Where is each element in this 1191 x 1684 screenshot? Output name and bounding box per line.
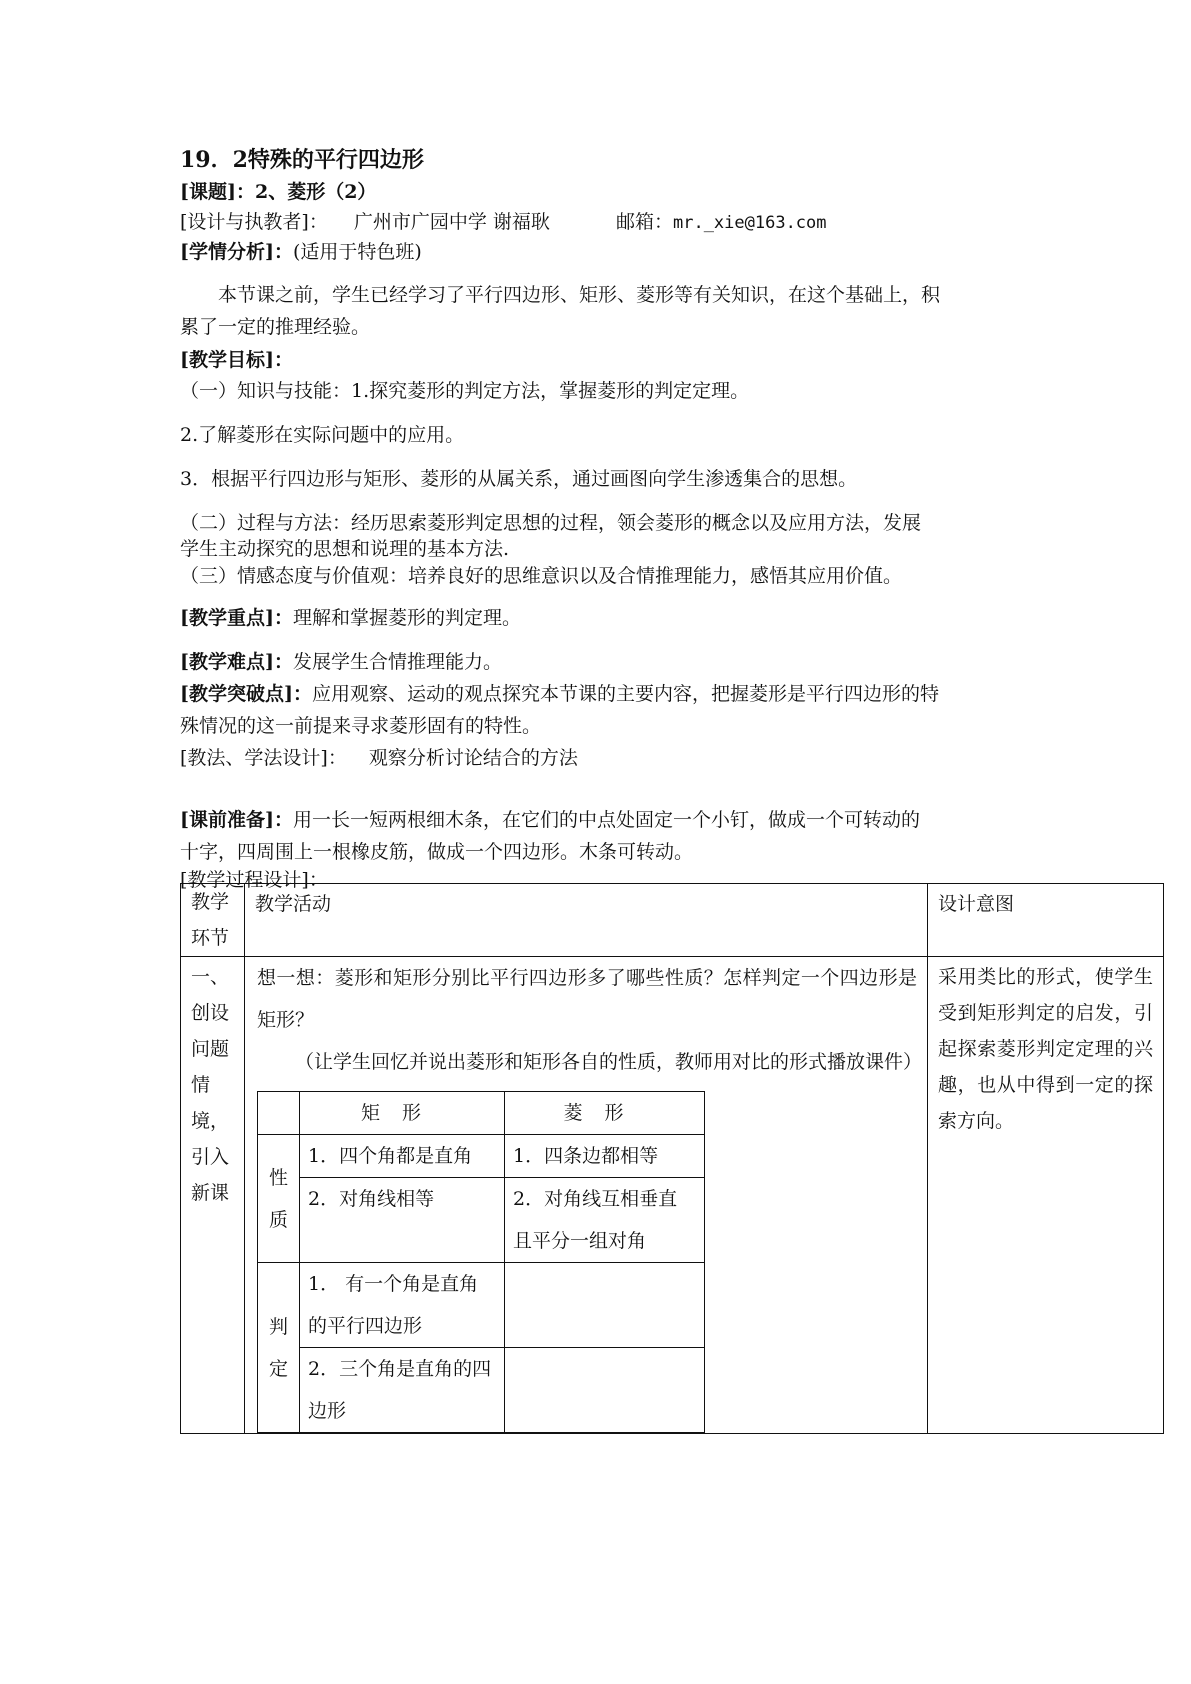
topic-line (180, 180, 376, 204)
rect-judgement-1: 1． 有一个角是直角的平行四边形 (300, 1263, 505, 1348)
difficulty-text: 发展学生合情推理能力。 (292, 651, 502, 673)
header-activity: 教学活动 (245, 884, 928, 957)
analysis-text-1: 本节课之前，学生已经学习了平行四边形、矩形、菱形等有关知识，在这个基础上，积 (218, 284, 941, 306)
rhombus-property-2: 2．对角线互相垂直且平分一组对角 (505, 1178, 705, 1263)
comparison-header-row (258, 1092, 705, 1135)
rect-judgement-2: 2．三个角是直角的四边形 (300, 1348, 505, 1433)
process-heading: [教学过程设计]： (180, 869, 328, 891)
header-intent: 设计意图 (928, 884, 1164, 957)
header-stage: 教学环节 (181, 884, 245, 957)
prep-line-1 (180, 808, 920, 832)
breakthrough-text-2: 殊情况的这一前提来寻求菱形固有的特性。 (180, 715, 542, 737)
row-judgement: 判定 (258, 1263, 300, 1433)
rect-property-1: 1．四个角都是直角 (300, 1135, 505, 1178)
prep-text-2: 十字，四周围上一根橡皮筋，做成一个四边形。木条可转动。 (180, 841, 694, 863)
key-point-label: [教学重点]： (180, 607, 293, 629)
prep-text-1: 用一长一短两根细木条，在它们的中点处固定一个小钉，做成一个可转动的 (292, 809, 920, 831)
activity-instruction: （让学生回忆并说出菱形和矩形各自的性质，教师用对比的形式播放课件） (295, 1051, 923, 1073)
table-header-row (181, 884, 1164, 957)
table-row (258, 1348, 705, 1433)
prep-label: [课前准备]： (180, 809, 293, 831)
rhombus-judgement-2 (505, 1348, 705, 1433)
difficulty-label: [教学难点]： (180, 651, 293, 673)
method-label: [教法、学法设计]： (180, 747, 347, 769)
comparison-corner (258, 1092, 300, 1135)
goal-5: （三）情感态度与价值观：培养良好的思维意识以及合情推理能力，感悟其应用价值。 (180, 565, 903, 587)
activity-1 (245, 957, 928, 1434)
analysis-text-2: 累了一定的推理经验。 (180, 316, 371, 338)
col-rhombus: 菱形 (505, 1092, 705, 1135)
table-row (258, 1135, 705, 1178)
breakthrough-text-1: 应用观察、运动的观点探究本节课的主要内容，把握菱形是平行四边形的特 (311, 683, 939, 705)
analysis-label: [学情分析]： (180, 241, 293, 263)
topic-value: 2、菱形（2） (254, 181, 377, 203)
method-line (180, 746, 578, 770)
goal-1: （一）知识与技能：1.探究菱形的判定方法，掌握菱形的判定定理。 (180, 380, 750, 402)
document-title: 19．2特殊的平行四边形 (180, 147, 424, 173)
goal-3: 3．根据平行四边形与矩形、菱形的从属关系，通过画图向学生渗透集合的思想。 (180, 468, 858, 490)
table-row (258, 1178, 705, 1263)
key-point-text: 理解和掌握菱形的判定理。 (292, 607, 521, 629)
table-row (258, 1263, 705, 1348)
email-value: mr._xie@163.com (672, 213, 827, 233)
intent-1: 采用类比的形式，使学生受到矩形判定的启发，引起探索菱形判定定理的兴趣，也从中得到一定的探索方向。 (928, 957, 1164, 1434)
rect-property-2: 2．对角线相等 (300, 1178, 505, 1263)
topic-label: [课题]： (180, 181, 255, 203)
comparison-table (257, 1091, 705, 1433)
row-properties: 性质 (258, 1135, 300, 1263)
rhombus-property-1: 1．四条边都相等 (505, 1135, 705, 1178)
designer-line (180, 210, 827, 235)
stage-1: 一、创设问题情境，引入新课 (181, 957, 245, 1434)
method-text: 观察分析讨论结合的方法 (368, 747, 578, 769)
breakthrough-label: [教学突破点]： (180, 683, 312, 705)
key-point (180, 606, 521, 630)
goal-2: 2.了解菱形在实际问题中的应用。 (180, 424, 465, 446)
activity-question: 想一想：菱形和矩形分别比平行四边形多了哪些性质？怎样判定一个四边形是矩形？ (257, 967, 917, 1031)
col-rectangle: 矩形 (300, 1092, 505, 1135)
designer-value: 广州市广园中学 谢福耿 (353, 211, 550, 233)
difficulty (180, 650, 502, 674)
email-label: 邮箱： (615, 211, 673, 233)
table-row (181, 957, 1164, 1434)
analysis-heading (180, 240, 422, 264)
designer-label: [设计与执教者]： (180, 211, 328, 233)
goal-4a: （二）过程与方法：经历思索菱形判定思想的过程，领会菱形的概念以及应用方法，发展 (180, 512, 922, 534)
goals-heading: [教学目标]： (180, 349, 293, 371)
rhombus-judgement-1 (505, 1263, 705, 1348)
goal-4b: 学生主动探究的思想和说理的基本方法. (180, 538, 510, 560)
analysis-note: (适用于特色班) (292, 241, 422, 263)
breakthrough-1 (180, 682, 939, 706)
lesson-process-table (180, 883, 1164, 1434)
